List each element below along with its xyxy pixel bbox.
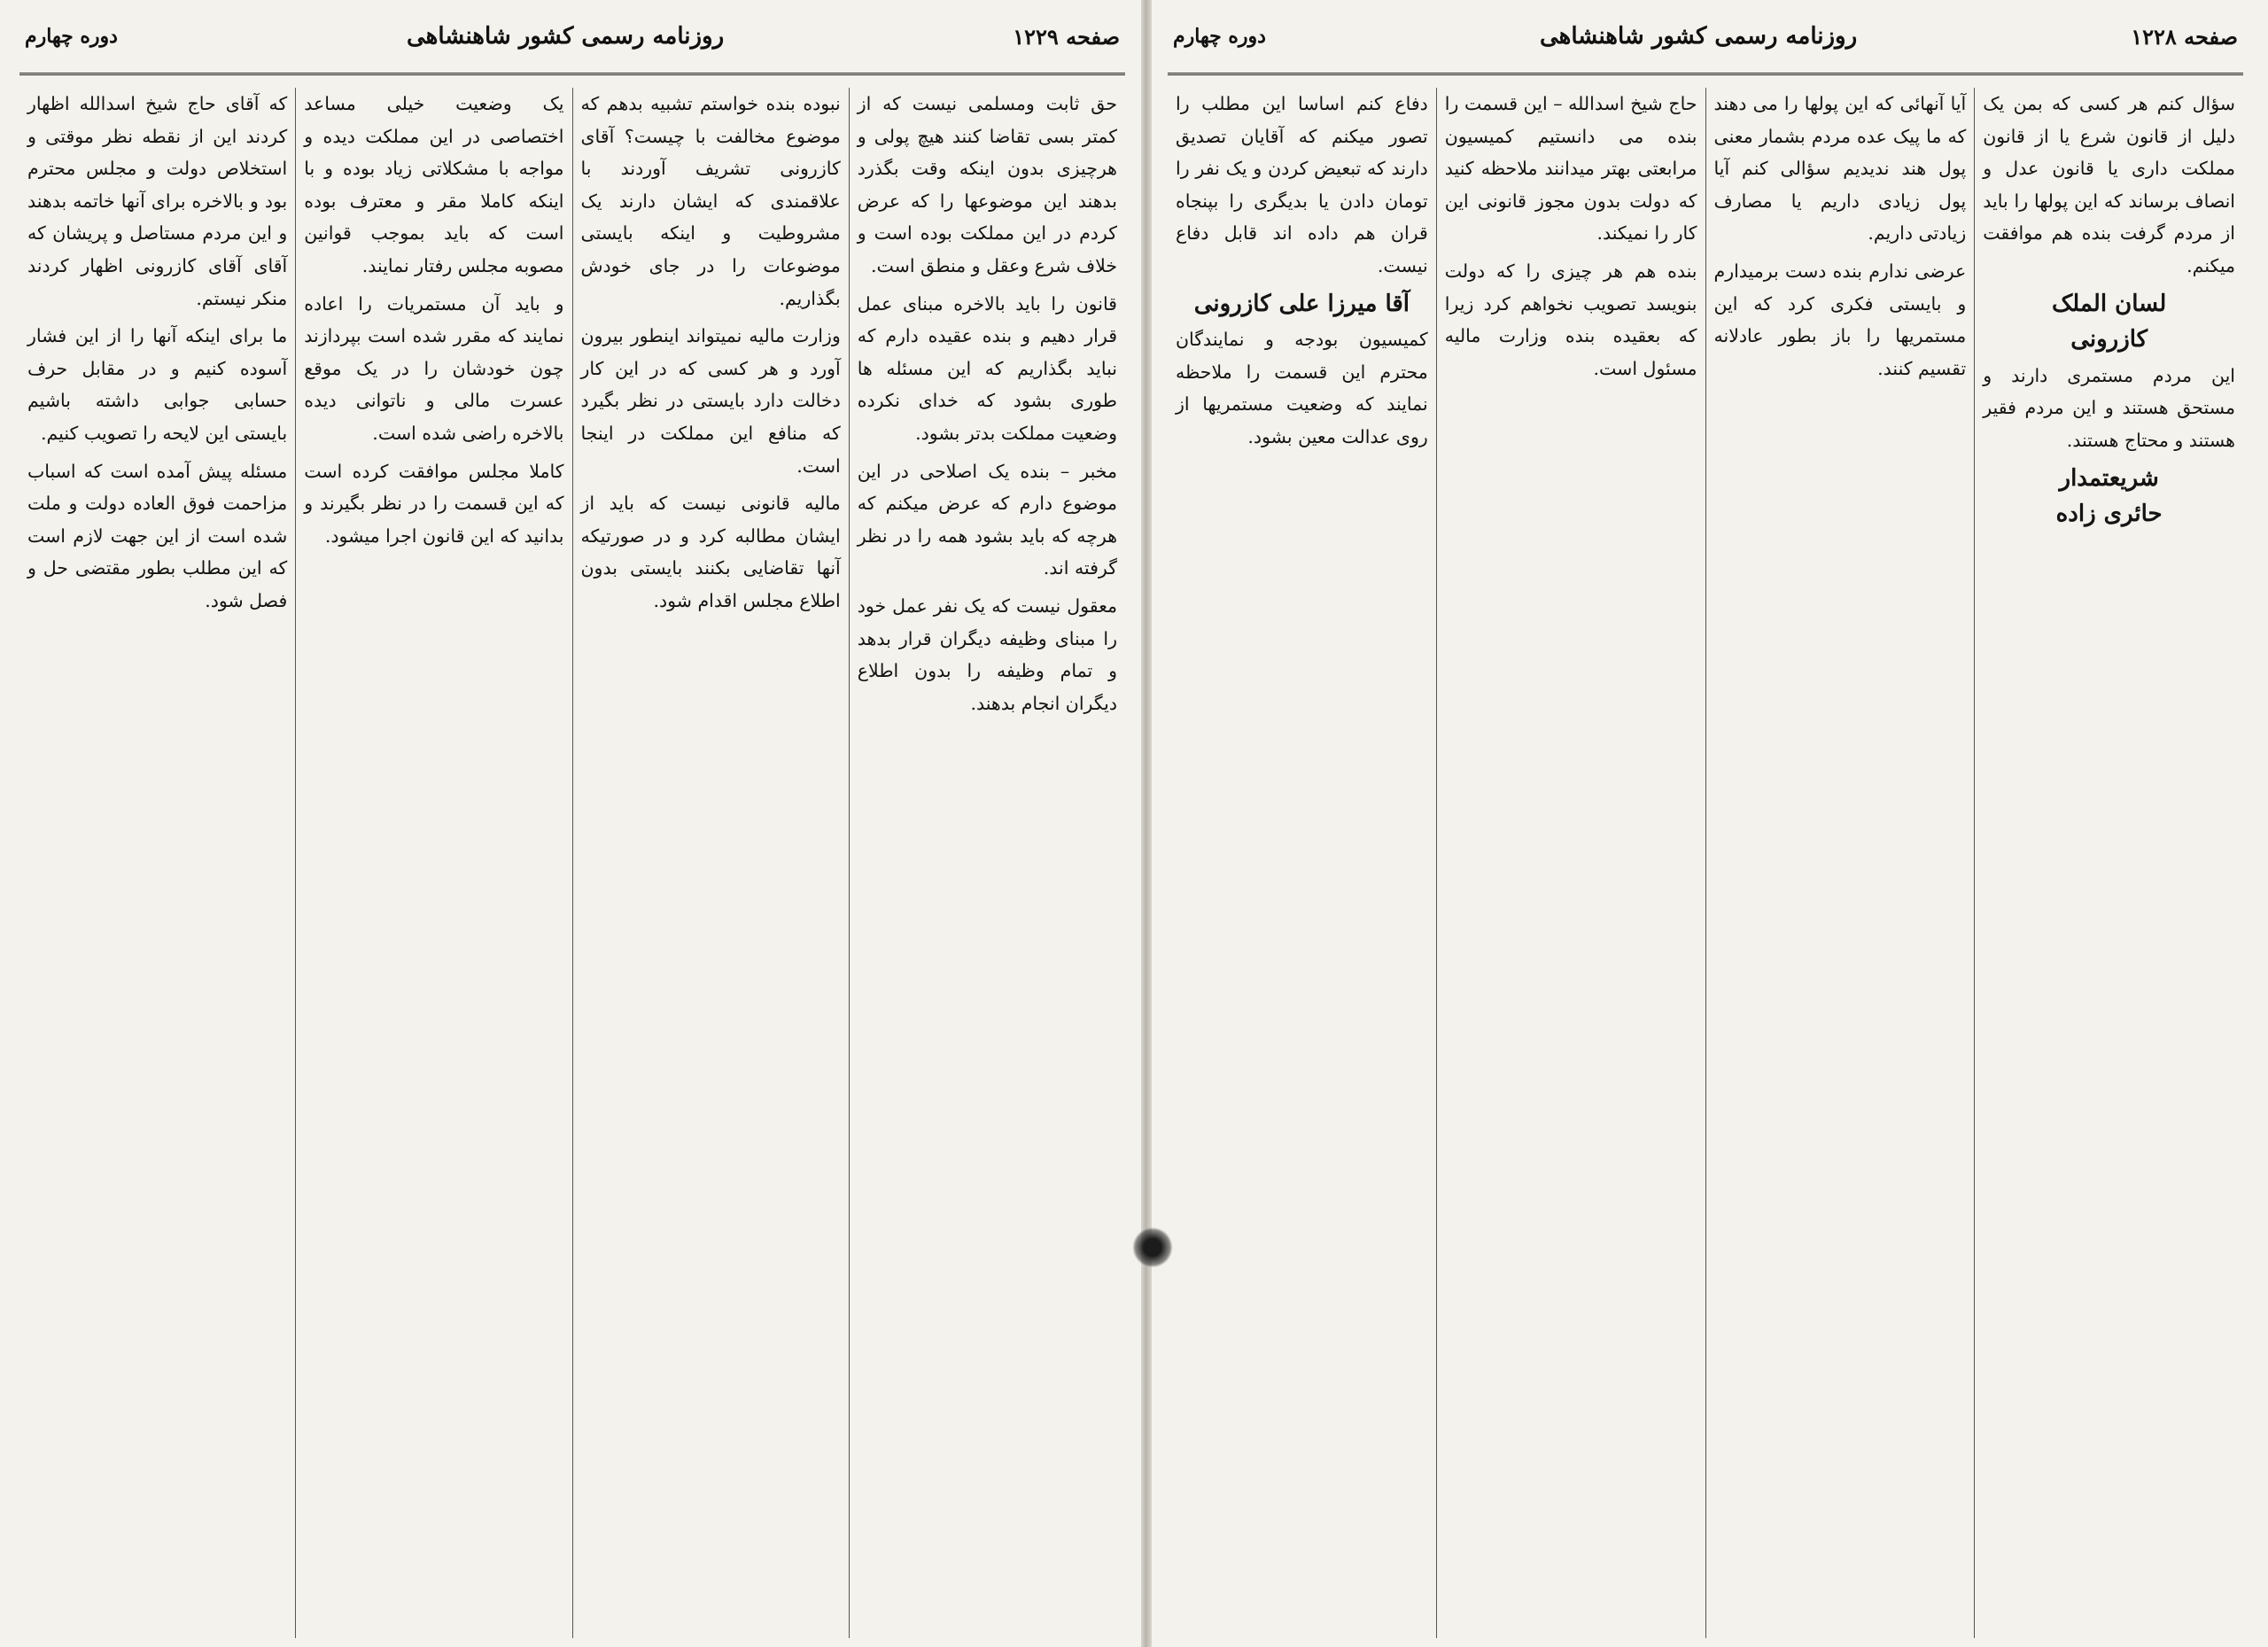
- paragraph: قانون را باید بالاخره مبنای عمل قرار دهیم و بنده عقیده دارم که نباید بگذاریم که این مسئله ها طوری بشود که خدای نکرده وضعیت مملکت بدتر بشود.: [857, 292, 1117, 444]
- paragraph: مسئله پیش آمده است که اسباب مزاحمت فوق العاده دولت و ملت شده است از این جهت لازم است که این مطلب بطور مقتضی حل و فصل شود.: [27, 460, 288, 611]
- page-number: صفحه ۱۲۲۸: [2131, 23, 2238, 50]
- paragraph: کمیسیون بودجه و نمایندگان محترم این قسمت را ملاحظه نمایند که وضعیت مستمریها از روی عدالت معین بشود.: [1176, 329, 1428, 447]
- text-column: [1168, 88, 1436, 1638]
- text-column: [295, 88, 571, 1638]
- speaker-heading: لسان الملک: [2052, 290, 2167, 317]
- left-page-header: [19, 0, 1125, 75]
- speaker-heading: کازرونی: [2070, 326, 2148, 353]
- paragraph: نبوده بنده خواستم تشبیه بدهم که موضوع مخالفت با چیست؟ آقای کازرونی تشریف آوردند با علاقمندی که ایشان دارند یک مشروطیت و اینکه بایستی موضوعات را در جای خودش بگذاریم.: [580, 93, 841, 309]
- right-page-columns: [1168, 88, 2243, 1638]
- speaker-heading: شریعتمدار: [2059, 464, 2159, 492]
- paragraph: مالیه قانونی نیست که باید از ایشان مطالبه کرد و در صورتیکه آنها تقاضایی بکنند بایستی بدون اطلاع مجلس اقدام شود.: [580, 493, 841, 611]
- paragraph: معقول نیست که یک نفر عمل خود را مبنای وظیفه دیگران قرار بدهد و تمام وظیفه را بدون اطلاع دیگران انجام بدهند.: [857, 594, 1117, 714]
- period-label: دوره چهارم: [1173, 25, 1266, 48]
- paragraph: وزارت مالیه نمیتواند اینطور بیرون آورد و هر کسی که در این کار دخالت دارد بایستی در نظر بگیرد که منافع این مملکت در اینجا است.: [580, 325, 841, 477]
- paragraph: که آقای حاج شیخ اسدالله اظهار کردند این از نقطه نظر موقتی و استخلاص دولت و مجلس محترم بود و بالاخره برای آنها خاتمه بدهند و این مردم مستاصل و پریشان که آقای آقای کازرونی اظهار کردند منکر نیستم.: [27, 93, 288, 309]
- text-column: [849, 88, 1125, 1638]
- page-gutter: [1141, 0, 1152, 1647]
- paragraph: حاج شیخ اسدالله – این قسمت را بنده می دانستیم کمیسیون مرابعتی بهتر میدانند ملاحظه کنید که دولت بدون مجوز قانونی این کار را نمیکند.: [1444, 93, 1697, 245]
- text-column: [1436, 88, 1705, 1638]
- paragraph: آیا آنهائی که این پولها را می دهند که ما پیک عده مردم بشمار معنی پول هند ندیدیم سؤالی کنم آیا پول زیادی داریم یا مصارف زیادتی داریم.: [1713, 93, 1967, 245]
- speaker-heading: آقا میرزا علی کازرونی: [1193, 290, 1410, 317]
- page-number: صفحه ۱۲۲۹: [1013, 23, 1120, 50]
- text-column: [19, 88, 295, 1638]
- paragraph: سؤال کنم هر کسی که بمن یک دلیل از قانون شرع یا از قانون مملکت داری یا قانون عدل و انصاف برساند که این پولها را باید از مردم گرفت بنده هم موافقت میکنم.: [1983, 93, 2235, 276]
- newspaper-title: روزنامه رسمی کشور شاهنشاهی: [406, 23, 725, 50]
- paragraph: ما برای اینکه آنها را از این فشار آسوده کنیم و در مقابل حرف حسابی جوابی داشته باشیم بایستی این لایحه را تصویب کنیم.: [27, 325, 288, 444]
- speaker-heading: حائری زاده: [2055, 501, 2163, 528]
- paragraph: این مردم مستمری دارند و مستحق هستند و این مردم فقیر هستند و محتاج هستند.: [1983, 364, 2235, 451]
- paragraph: یک وضعیت خیلی مساعد اختصاصی در این مملکت دیده و مواجه با مشکلاتی زیاد بوده و با اینکه کاملا مقر و معترف بوده است که باید بموجب قوانین مصوبه مجلس رفتار نمایند.: [304, 93, 564, 276]
- newspaper-title: روزنامه رسمی کشور شاهنشاهی: [1539, 23, 1858, 50]
- paragraph: و باید آن مستمریات را اعاده نمایند که مقرر شده است بپردازند چون خودشان را در یک موقع عسرت مالی و ناتوانی دیده بالاخره راضی شده است.: [304, 292, 564, 444]
- paragraph: عرضی ندارم بنده دست برمیدارم و بایستی فکری کرد که این مستمریها را باز بطور عادلانه تقسیم کنند.: [1713, 260, 1967, 379]
- paragraph: دفاع کنم اساسا این مطلب را تصور میکنم که آقایان تصدیق دارند که تبعیض کردن و یک نفر را تومان دادن یا بدیگری را بپنجاه قران هم داده اند قابل دفاع نیست.: [1176, 93, 1428, 276]
- left-page-columns: [19, 88, 1125, 1638]
- period-label: دوره چهارم: [25, 25, 118, 48]
- paragraph: بنده هم هر چیزی را که دولت بنویسد تصویب نخواهم کرد زیرا که بعقیده بنده وزارت مالیه مسئول است.: [1444, 260, 1697, 379]
- right-page-header: [1168, 0, 2243, 75]
- text-column: [572, 88, 849, 1638]
- text-column: [1974, 88, 2243, 1638]
- paragraph: مخبر – بنده یک اصلاحی در این موضوع دارم که عرض میکنم که هرچه که باید بشود همه را در نظر گرفته اند.: [857, 460, 1117, 579]
- paragraph: کاملا مجلس موافقت کرده است که این قسمت را در نظر بگیرند و بدانید که این قانون اجرا میشود.: [304, 460, 564, 547]
- ink-blot-mark: [1132, 1227, 1173, 1268]
- text-column: [1705, 88, 1975, 1638]
- right-page: [1152, 0, 2268, 1647]
- paragraph: حق ثابت ومسلمی نیست که از کمتر بسی تقاضا کنند هیچ پولی و هرچیزی بدون اینکه وقت بگذرد بدهند این موضوعها را که عرض کردم در این مملکت بوده است و خلاف شرع وعقل و منطق است.: [857, 93, 1117, 276]
